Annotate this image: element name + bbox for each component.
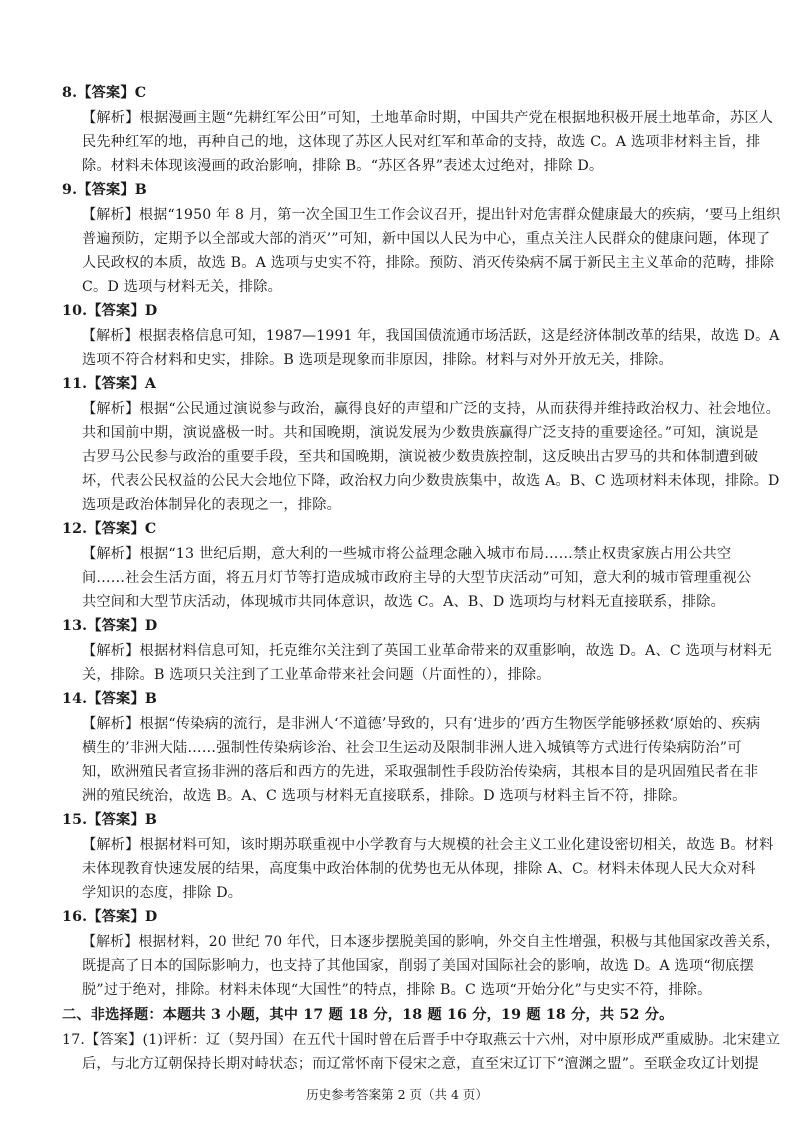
explanation-line: 【解析】根据“13 世纪后期，意大利的一些城市将公益理念融入城市布局……禁止权贵家族占用公共空 xyxy=(82,546,732,562)
explanation-line: 人民政权的本质，故选 B。A 选项与史实不符，排除。预防、消灭传染病不属于新民主主义革命的范畴，排除 xyxy=(82,255,775,271)
explanation-line: 普遍预防，定期予以全部或大部的消灭’”可知，新中国以人民为中心，重点关注人民群众的健康问题，体现了 xyxy=(82,231,771,247)
answer-12: 12.【答案】C xyxy=(62,521,157,537)
explanation-line: 坏，代表公民权益的公民大会地位下降，政治权力向少数贵族集中，故选 A。B、C 选项材料未体现，排除。D xyxy=(82,473,780,489)
explanation-line: 脱”过于绝对，排除。材料未体现“大国性”的特点，排除 B。C 选项“开始分化”与史实不符，排除。 xyxy=(82,982,712,998)
explanation-line: C。D 选项与材料无关，排除。 xyxy=(82,279,282,295)
explanation-line: 【解析】根据材料信息可知，托克维尔关注到了英国工业革命带来的双重影响，故选 D。A、C 选项与材料无 xyxy=(82,643,772,659)
answer-10: 10.【答案】D xyxy=(62,303,158,319)
explanation-line: 既提高了日本的国际影响力，也支持了其他国家，削弱了美国对国际社会的影响，故选 D。A 选项“彻底摆 xyxy=(82,958,754,974)
explanation-line: 未体现教育快速发展的结果，高度集中政治体制的优势也无从体现，排除 A、C。材料未体现人民大众对科 xyxy=(82,861,756,877)
explanation-line: 古罗马公民参与政治的重要手段，至共和国晚期，演说被少数贵族控制，这反映出古罗马的共和体制遭到破 xyxy=(82,449,759,465)
explanation-line: 选项不符合材料和史实，排除。B 选项是现象而非原因，排除。材料与对外开放无关，排除。 xyxy=(82,352,673,368)
answer-17: 17.【答案】(1)评析：辽（契丹国）在五代十国时曾在后晋手中夺取燕云十六州，对中原形成严重威胁。北宋建立 xyxy=(62,1032,781,1048)
explanation-line: 间……社会生活方面，将五月灯节等打造成城市政府主导的大型节庆活动”可知，意大利的城市管理重视公 xyxy=(82,570,752,586)
explanation-line: 【解析】根据“1950 年 8 月，第一次全国卫生工作会议召开，提出针对危害群众健康最大的疾病，‘要马上组织 xyxy=(82,207,781,223)
explanation-line: 知，欧洲殖民者宣扬非洲的落后和西方的先进，采取强制性手段防治传染病，其根本目的是巩固殖民者在非 xyxy=(82,764,759,780)
answer-16: 16.【答案】D xyxy=(62,909,158,925)
explanation-line: 共和国前中期，演说盛极一时。共和国晚期，演说发展为少数贵族赢得广泛支持的重要途径。”可知，演说是 xyxy=(82,425,759,441)
explanation-line: 共空间和大型节庆活动，体现城市共同体意识，故选 C。A、B、D 选项均与材料无直接联系，排除。 xyxy=(82,594,726,610)
explanation-line: 横生的’非洲大陆……强制性传染病诊治、社会卫生运动及限制非洲人进入城镇等方式进行传染病防治”可 xyxy=(82,740,742,756)
answer-11: 11.【答案】A xyxy=(62,376,157,392)
answer-14: 14.【答案】B xyxy=(62,691,158,707)
explanation-line: 【解析】根据“公民通过演说参与政治，赢得良好的声望和广泛的支持，从而获得并维持政治权力、社会地位。 xyxy=(82,401,781,417)
explanation-line: 【解析】根据材料，20 世纪 70 年代，日本逐步摆脱美国的影响，外交自主性增强，积极与其他国家改善关系， xyxy=(82,934,780,950)
answer-15: 15.【答案】B xyxy=(62,812,158,828)
section-heading: 二、非选择题：本题共 3 小题，其中 17 题 18 分，18 题 16 分，19 题 18 分，共 52 分。 xyxy=(62,1007,674,1023)
explanation-line: 关，排除。B 选项只关注到了工业革命带来社会问题（片面性的），排除。 xyxy=(82,667,551,683)
answer-8: 8.【答案】C xyxy=(62,85,147,101)
answer-13: 13.【答案】D xyxy=(62,618,158,634)
explanation-line: 除。材料未体现该漫画的政治影响，排除 B。“苏区各界”表述太过绝对，排除 D。 xyxy=(82,158,604,174)
explanation-line: 【解析】根据漫画主题“先耕红军公田”可知，土地革命时期，中国共产党在根据地积极开展土地革命，苏区人 xyxy=(82,110,774,126)
explanation-line: 学知识的态度，排除 D。 xyxy=(82,885,243,901)
explanation-line: 选项是政治体制异化的表现之一，排除。 xyxy=(82,497,341,513)
answer-9: 9.【答案】B xyxy=(62,182,147,198)
explanation-line: 【解析】根据表格信息可知，1987—1991 年，我国国债流通市场活跃，这是经济体制改革的结果，故选 D。A xyxy=(82,328,780,344)
explanation-line: 洲的殖民统治，故选 B。A、C 选项与材料无直接联系，排除。D 选项与材料主旨不符，排除。 xyxy=(82,788,687,804)
explanation-line: 民先种红军的地，再种自己的地，这体现了苏区人民对红军和革命的支持，故选 C。A 选项非材料主旨，排 xyxy=(82,134,761,150)
explanation-line: 【解析】根据“传染病的流行，是非洲人‘不道德’导致的，只有‘进步的’西方生物医学能够拯救‘原始的、疾病 xyxy=(82,716,761,732)
page-footer: 历史参考答案第 2 页（共 4 页） xyxy=(306,1087,488,1102)
explanation-line: 【解析】根据材料可知，该时期苏联重视中小学教育与大规模的社会主义工业化建设密切相关，故选 B。材料 xyxy=(82,837,774,853)
explanation-line: 后，与北方辽朝保持长期对峙状态；而辽常怀南下侵宋之意，直至宋辽订下“澶渊之盟”。至联金攻辽计划提 xyxy=(82,1056,759,1072)
